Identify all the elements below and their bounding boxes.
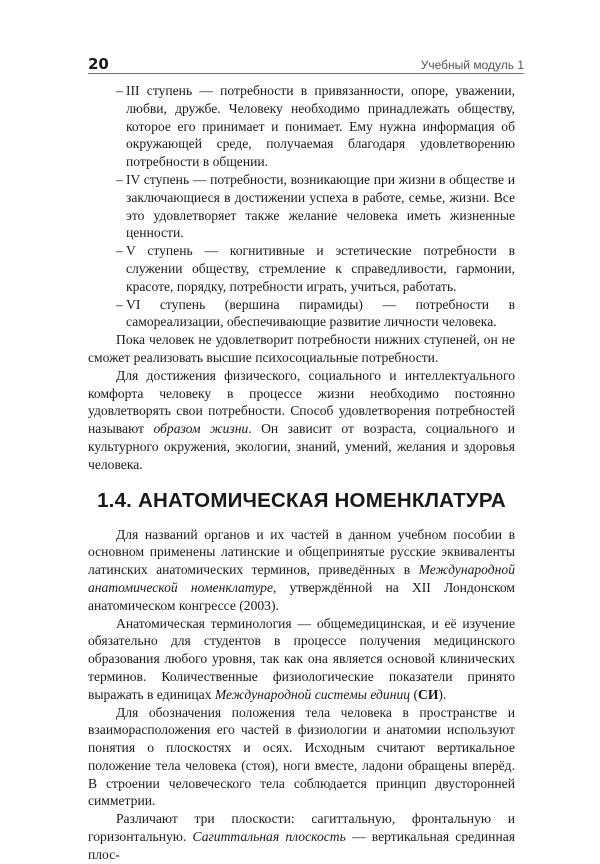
header-divider xyxy=(88,73,524,74)
list-item-text: VI ступень (вершина пирамиды) — потребности в самореализации, обеспечивающие развитие личности человека. xyxy=(126,296,515,330)
italic-term: образом жизни xyxy=(153,421,249,437)
list-marker: – xyxy=(116,83,123,98)
page-header xyxy=(88,54,524,78)
list-item xyxy=(88,82,515,171)
italic-term: Международной анатомической номенклатуре xyxy=(88,562,515,595)
paragraph: Пока человек не удовлетворит потребности нижних ступеней, он не сможет реализовать высшие психосоциальные потребности. xyxy=(88,332,515,365)
list-marker: – xyxy=(116,171,123,187)
italic-term: Сагиттальная плоскость xyxy=(192,829,346,845)
list-item xyxy=(88,242,515,295)
list-marker: – xyxy=(116,296,123,312)
bold-abbreviation: СИ xyxy=(418,686,439,702)
paragraph: Анатомическая терминология — общемедицинская, и её изучение обязательно для студентов в процессе получения медицинского образования любого уровня, так как она является основой клинических терминов. Количественные физиологические показатели принято выражать в единицах Международной системы единиц (СИ). xyxy=(88,615,515,702)
paragraph: Различают три плоскости: сагиттальную, фронтальную и горизонтальную. Сагиттальная плоскость — вертикальная срединная плос- xyxy=(88,811,516,862)
italic-term: Международной системы единиц xyxy=(214,686,411,702)
paragraph: Для обозначения положения тела человека в пространстве и взаиморасположения его частей в физиологии и анатомии используют понятия о плоскостях и осях. Исходным считают вертикальное положение тела человека (стоя), ноги вместе, ладони обращены вперёд. В строении человеческого тела соблюдается принцип двусторонней симметрии. xyxy=(88,704,515,809)
list-marker: – xyxy=(116,243,123,259)
list-item-text: V ступень — когнитивные и эстетические потребности в служении обществу, стремление к справедливости, гармонии, красоте, порядку, потребности играть, учиться, работать. xyxy=(126,243,515,294)
list-item-text: IV ступень — потребности, возникающие при жизни в обществе и заключающиеся в достижении успеха в работе, семье, жизни. Все это удовлетворяет также желание человека иметь жизненные ценности. xyxy=(126,171,515,241)
list-item xyxy=(88,296,515,332)
list-item xyxy=(88,171,515,242)
list-item-text: III ступень — потребности в привязанности, опоре, уважении, любви, дружбе. Человеку необходимо принадлежать обществу, которое его принимает и понимает. Ему нужна информация об окружающей среде, получаемая благодаря удовлетворению потребности в общении. xyxy=(126,83,515,170)
page-body xyxy=(88,82,515,864)
paragraph: Для достижения физического, социального и интеллектуального комфорта человеку в процессе жизни необходимо постоянно удовлетворять свои потребности. Способ удовлетворения потребностей называют образом жизни. Он зависит от возраста, социального и культурного окружения, экологии, знаний, умений, желания и здоровья человека. xyxy=(88,367,516,472)
running-head: Учебный модуль 1 xyxy=(420,58,524,72)
paragraph: Для названий органов и их частей в данном учебном пособии в основном применены латинские и общепринятые русские эквиваленты латинских анатомических терминов, приведённых в Международной анатомической номенклатуре, утверждённой на XII Лондонском анатомическом конгрессе (2003). xyxy=(88,526,515,613)
section-title: 1.4. АНАТОМИЧЕСКАЯ НОМЕНКЛАТУРА xyxy=(97,488,506,512)
page-number: 20 xyxy=(88,55,109,73)
